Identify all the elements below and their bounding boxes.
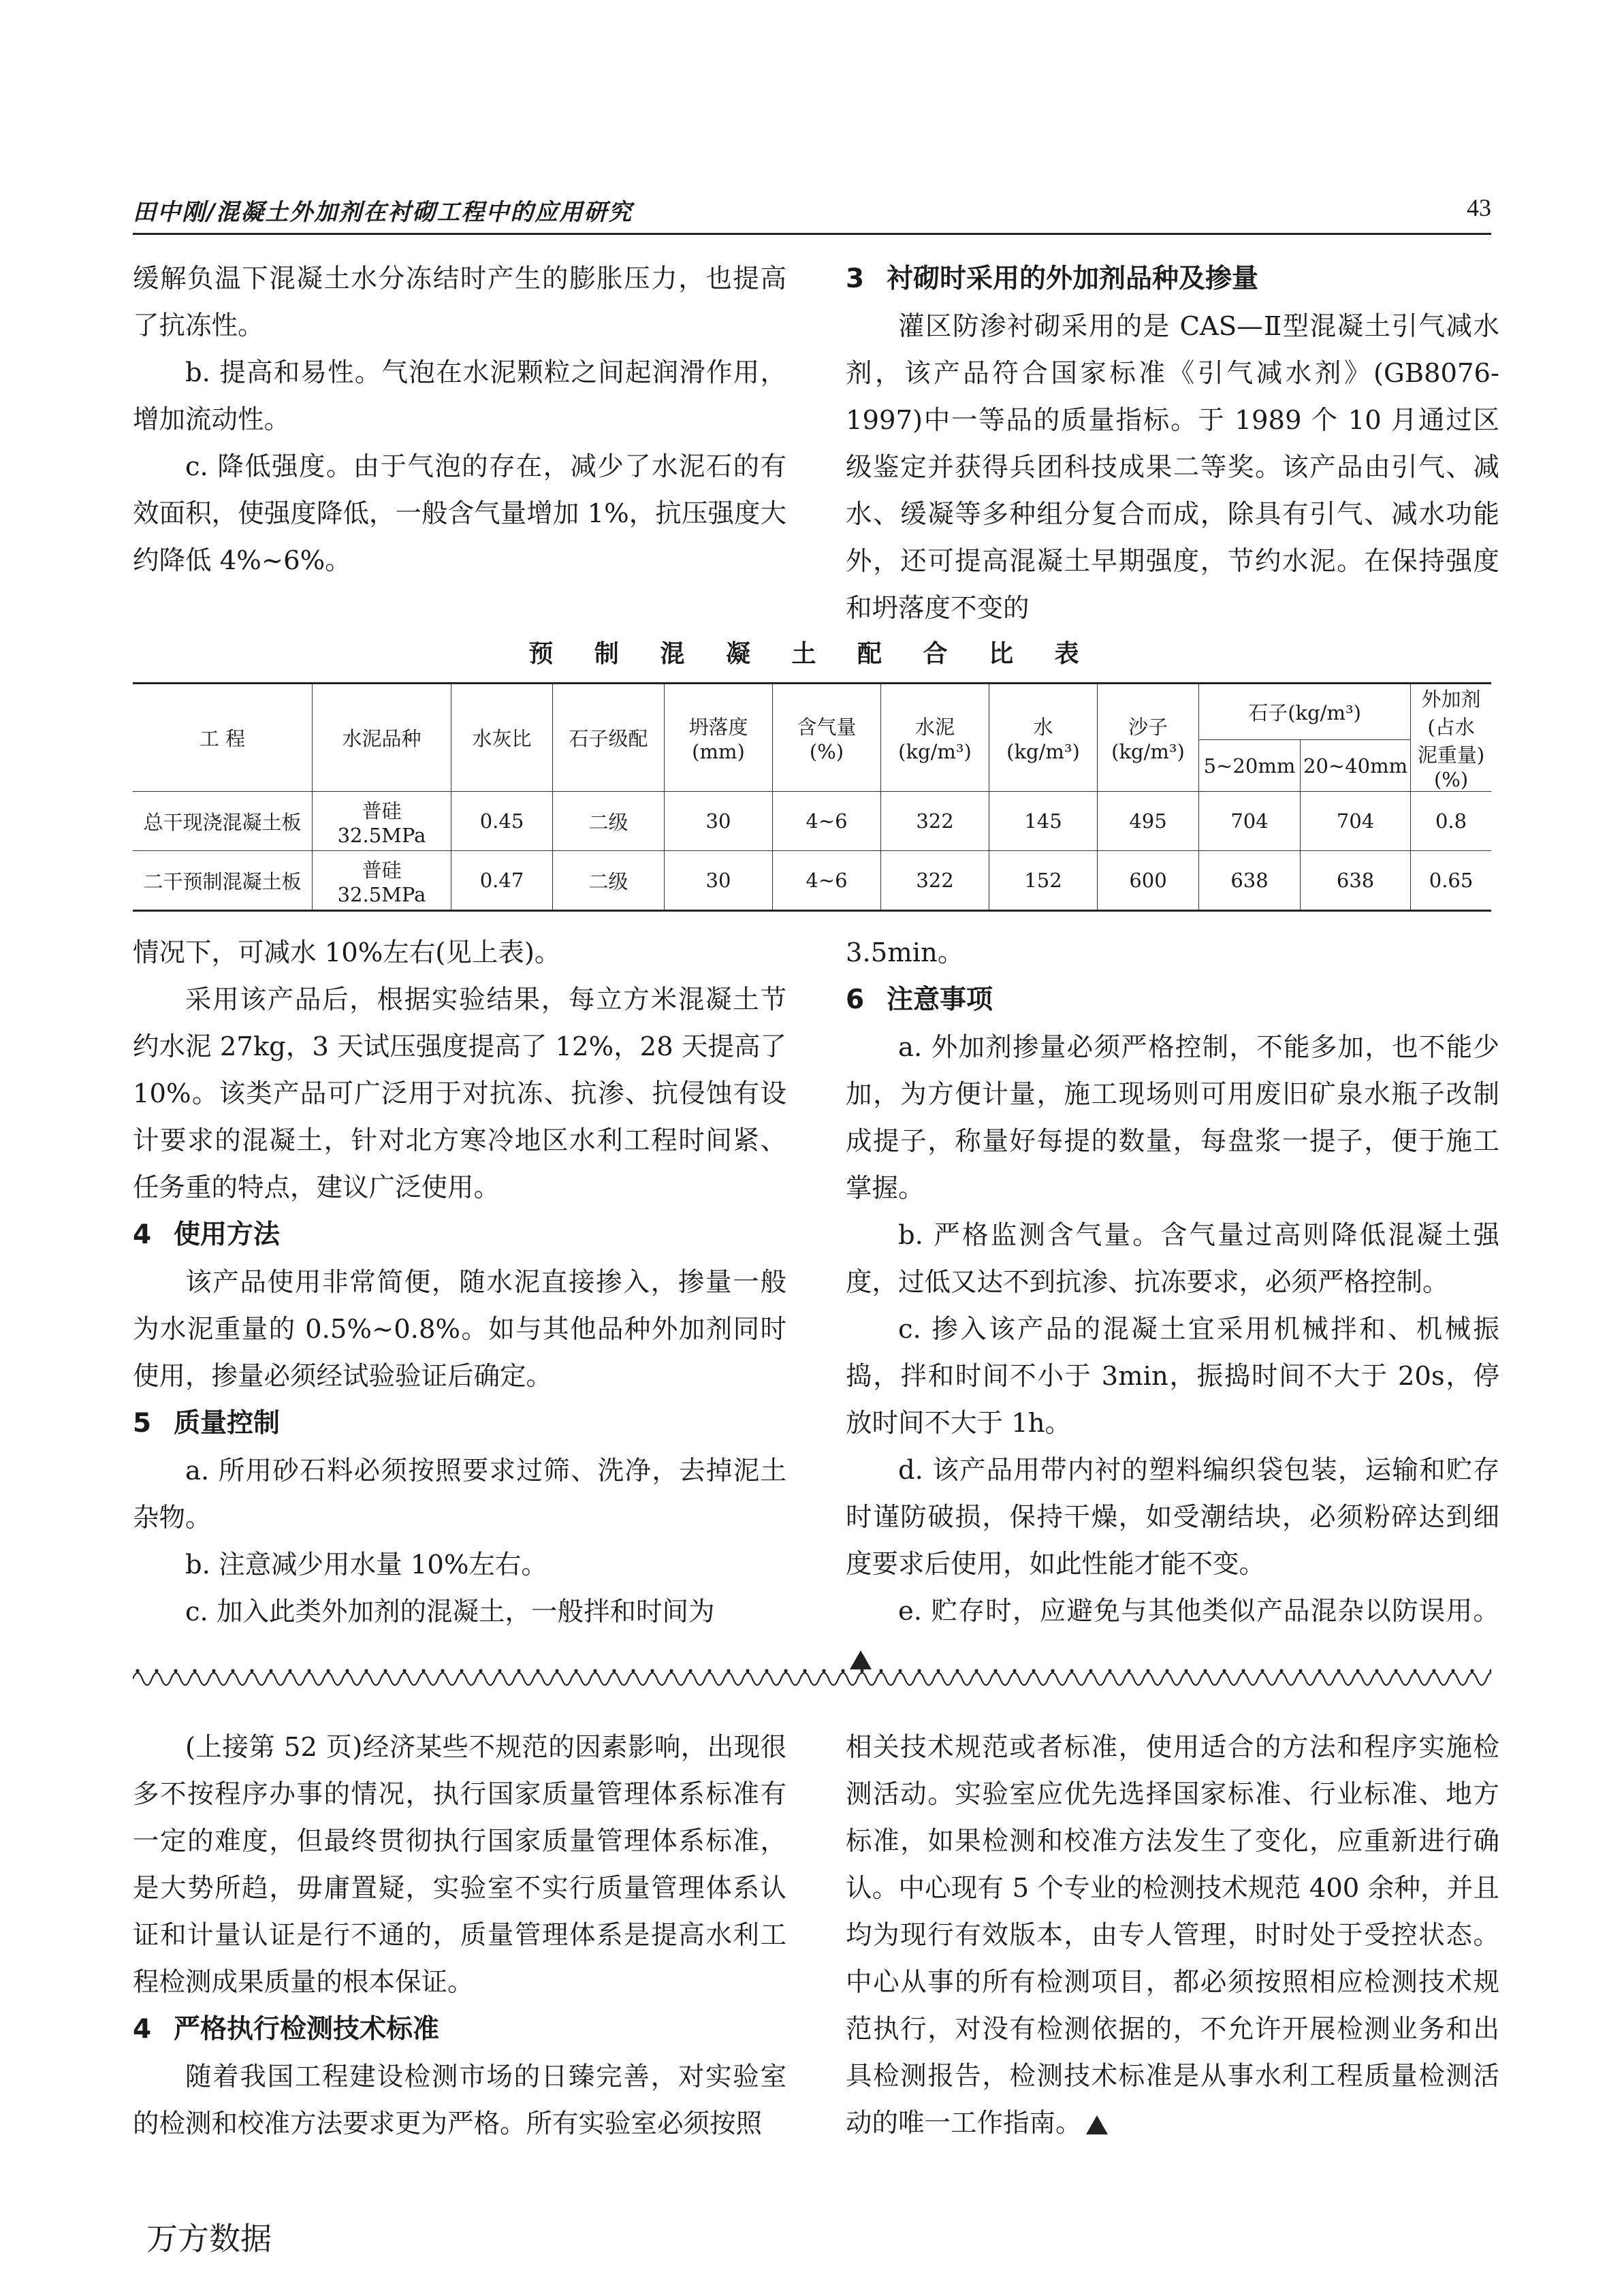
section-number: 4	[133, 1219, 152, 1250]
section-title: 使用方法	[174, 1219, 281, 1250]
th-slump: 坍落度 (mm)	[665, 684, 773, 792]
section-heading	[846, 255, 1499, 303]
table-cell: 152	[989, 851, 1098, 911]
table-cell: 0.45	[451, 792, 553, 851]
paragraph	[846, 303, 1499, 632]
table-caption: 预 制 混 凝 土 配 合 比 表	[528, 640, 1096, 668]
th-water: 水 (kg/m³)	[989, 684, 1098, 792]
th-project: 工 程	[133, 684, 313, 792]
column-bottom-left	[133, 1724, 786, 2147]
table-cell: 普硅 32.5MPa	[313, 851, 451, 911]
section-number: 5	[133, 1408, 152, 1439]
section-heading	[133, 1211, 786, 1259]
table-cell: 4~6	[773, 792, 881, 851]
paragraph	[846, 1212, 1499, 1306]
paragraph-text: c. 掺入该产品的混凝土宜采用机械拌和、机械振捣，拌和时间不小于 3min，振捣时间不大于 20s，停放时间不大于 1h。	[846, 1314, 1499, 1439]
paragraph	[846, 1306, 1499, 1447]
paragraph	[846, 1724, 1499, 2147]
paragraph-text: 随着我国工程建设检测市场的日臻完善，对实验室的检测和校准方法要求更为严格。所有实验室必须按照	[133, 2062, 786, 2139]
paragraph	[133, 929, 786, 976]
paragraph	[846, 1447, 1499, 1588]
column-top-left	[133, 255, 786, 584]
end-mark-icon	[1086, 2115, 1108, 2134]
th-air-content: 含气量 (%)	[773, 684, 881, 792]
table-cell: 4~6	[773, 851, 881, 911]
section-heading	[133, 1400, 786, 1447]
table-cell: 145	[989, 792, 1098, 851]
table-cell: 0.47	[451, 851, 553, 911]
table-cell: 二级	[553, 851, 665, 911]
table-cell: 0.65	[1411, 851, 1491, 911]
footer-watermark: 万方数据	[146, 2220, 272, 2257]
table-cell: 30	[665, 851, 773, 911]
paragraph	[133, 1541, 786, 1588]
section-number: 3	[846, 263, 865, 294]
th-wc-ratio: 水灰比	[451, 684, 553, 792]
paragraph	[133, 443, 786, 584]
paragraph	[133, 349, 786, 443]
section-title: 质量控制	[174, 1408, 281, 1439]
page-number: 43	[1467, 194, 1491, 221]
table-cell: 322	[881, 851, 989, 911]
table-cell: 二干预制混凝土板	[133, 851, 313, 911]
paragraph	[133, 976, 786, 1211]
th-admixture: 外加剂(占水 泥重量)(%)	[1411, 684, 1491, 792]
table-cell: 30	[665, 792, 773, 851]
section-title: 衬砌时采用的外加剂品种及掺量	[887, 263, 1259, 294]
paragraph	[846, 929, 1499, 976]
paragraph-text: 情况下，可减水 10%左右(见上表)。	[133, 938, 561, 968]
section-heading	[133, 2006, 786, 2053]
paragraph-text: a. 所用砂石料必须按照要求过筛、洗净，去掉泥土杂物。	[133, 1456, 786, 1533]
table-cell: 322	[881, 792, 989, 851]
th-gravel-20-40: 20~40mm	[1301, 740, 1411, 792]
column-bottom-right	[846, 1724, 1499, 2147]
paragraph	[133, 1724, 786, 2006]
table-cell: 总干现浇混凝土板	[133, 792, 313, 851]
paragraph-text: a. 外加剂掺量必须严格控制，不能多加，也不能少加，为方便计量，施工现场则可用废旧矿泉水瓶子改制成提子，称量好每提的数量，每盘浆一提子，便于施工掌握。	[846, 1032, 1499, 1204]
table-cell: 704	[1199, 792, 1301, 851]
table-cell: 638	[1301, 851, 1411, 911]
section-heading	[846, 976, 1499, 1024]
th-cement-type: 水泥品种	[313, 684, 451, 792]
column-mid-left	[133, 929, 786, 1635]
th-cement: 水泥 (kg/m³)	[881, 684, 989, 792]
table-row	[133, 792, 1491, 851]
paragraph-text: 缓解负温下混凝土水分冻结时产生的膨胀压力，也提高了抗冻性。	[133, 263, 786, 341]
paragraph-text: 相关技术规范或者标准，使用适合的方法和程序实施检测活动。实验室应优先选择国家标准、行业标准、地方标准，如果检测和校准方法发生了变化，应重新进行确认。中心现有 5 个专业的检测技术规范 400 余种，并且均为现行有效版本，由专人管理，时时处于受控状态。中心从事的所有检测项目，都必须按照相应检测技术规范执行，对没有检测依据的，不允许开展检测业务和出具检测报告，检测技术标准是从事水利工程质量检测活动的唯一工作指南。	[846, 1732, 1499, 2139]
section-number: 4	[133, 2014, 152, 2045]
column-top-right	[846, 255, 1499, 632]
th-gravel-grade: 石子级配	[553, 684, 665, 792]
paragraph-text: b. 严格监测含气量。含气量过高则降低混凝土强度，过低又达不到抗渗、抗冻要求，必须严格控制。	[846, 1220, 1499, 1298]
running-title: 田中刚/混凝土外加剂在衬砌工程中的应用研究	[133, 199, 633, 226]
running-header	[133, 192, 1491, 235]
table-cell: 普硅 32.5MPa	[313, 792, 451, 851]
paragraph-text: 采用该产品后，根据实验结果，每立方米混凝土节约水泥 27kg，3 天试压强度提高了 12%，28 天提高了 10%。该类产品可广泛用于对抗冻、抗渗、抗侵蚀有设计要求的混凝土，针对北方寒冷地区水利工程时间紧、任务重的特点，建议广泛使用。	[133, 984, 786, 1203]
ornamental-divider	[133, 1661, 1491, 1688]
table-row	[133, 851, 1491, 911]
paragraph-text: b. 注意减少用水量 10%左右。	[185, 1550, 547, 1580]
paragraph-text: 3.5min。	[846, 938, 964, 968]
paragraph	[133, 1588, 786, 1635]
th-gravel: 石子(kg/m³)	[1199, 684, 1411, 740]
section-title: 注意事项	[887, 984, 993, 1015]
table-cell: 0.8	[1411, 792, 1491, 851]
paragraph-text: (上接第 52 页)经济某些不规范的因素影响，出现很多不按程序办事的情况，执行国家质量管理体系标准有一定的难度，但最终贯彻执行国家质量管理体系标准，是大势所趋，毋庸置疑，实验室不实行质量管理体系认证和计量认证是行不通的，质量管理体系是提高水利工程检测成果质量的根本保证。	[133, 1732, 786, 1998]
paragraph-text: e. 贮存时，应避免与其他类似产品混杂以防误用。	[898, 1596, 1499, 1627]
th-gravel-5-20: 5~20mm	[1199, 740, 1301, 792]
column-mid-right	[846, 929, 1499, 1682]
paragraph-text: 灌区防渗衬砌采用的是 CAS—Ⅱ型混凝土引气减水剂，该产品符合国家标准《引气减水剂》(GB8076-1997)中一等品的质量指标。于 1989 个 10 月通过区级鉴定并获得兵团科技成果二等奖。该产品由引气、减水、缓凝等多种组分复合而成，除具有引气、减水功能外，还可提高混凝土早期强度，节约水泥。在保持强度和坍落度不变的	[846, 311, 1499, 624]
table-cell: 二级	[553, 792, 665, 851]
table-cell: 704	[1301, 792, 1411, 851]
paragraph-text: 该产品使用非常简便，随水泥直接掺入，掺量一般为水泥重量的 0.5%~0.8%。如与其他品种外加剂同时使用，掺量必须经试验验证后确定。	[133, 1267, 786, 1392]
paragraph	[846, 1024, 1499, 1212]
section-title: 严格执行检测技术标准	[174, 2014, 440, 2045]
table-cell: 495	[1098, 792, 1199, 851]
mix-ratio-table	[133, 682, 1491, 912]
table-cell: 600	[1098, 851, 1199, 911]
section-number: 6	[846, 984, 865, 1015]
th-sand: 沙子 (kg/m³)	[1098, 684, 1199, 792]
paragraph	[133, 1259, 786, 1400]
paragraph-text: c. 加入此类外加剂的混凝土，一般拌和时间为	[185, 1597, 715, 1627]
paragraph	[133, 2053, 786, 2147]
paragraph-text: b. 提高和易性。气泡在水泥颗粒之间起润滑作用，增加流动性。	[133, 357, 786, 435]
paragraph	[133, 1447, 786, 1541]
table-cell: 638	[1199, 851, 1301, 911]
paragraph-text: c. 降低强度。由于气泡的存在，减少了水泥石的有效面积，使强度降低，一般含气量增加 1%，抗压强度大约降低 4%~6%。	[133, 451, 786, 576]
paragraph	[133, 255, 786, 349]
paragraph-text: d. 该产品用带内衬的塑料编织袋包装，运输和贮存时谨防破损，保持干燥，如受潮结块，必须粉碎达到细度要求后使用，如此性能才能不变。	[846, 1455, 1499, 1580]
